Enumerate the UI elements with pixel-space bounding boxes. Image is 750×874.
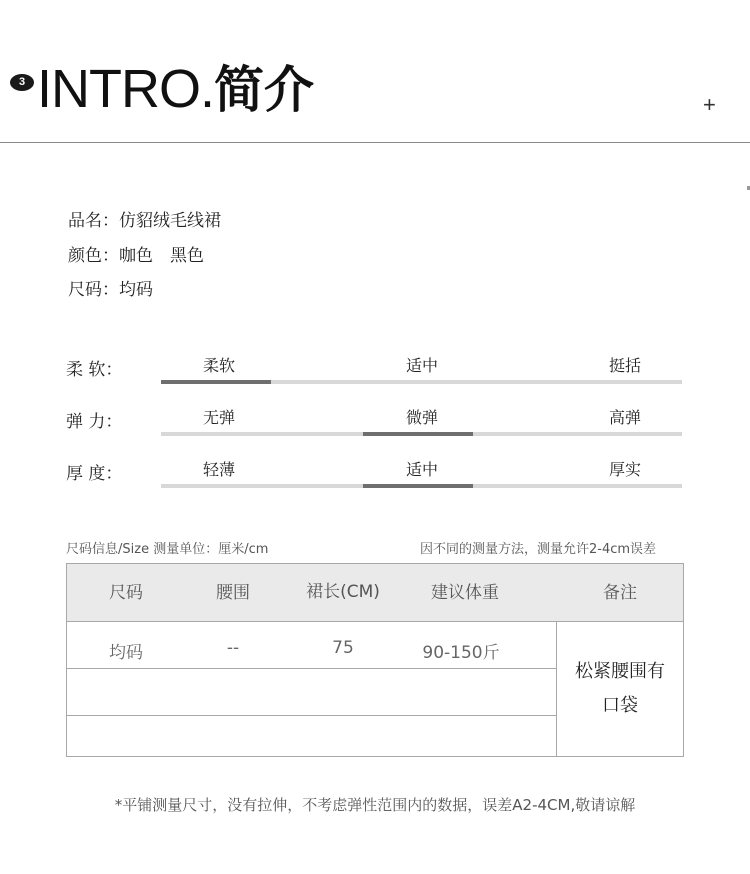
- table-header-cell: 备注: [603, 583, 637, 603]
- table-cell: 均码: [109, 643, 143, 663]
- attribute-option: 高弹: [608, 408, 641, 427]
- title-cn: 简介: [214, 60, 314, 119]
- attribute-option: 厚实: [608, 460, 641, 479]
- size-info-caption: 尺码信息/Size 测量单位：厘米/cm: [66, 542, 269, 557]
- table-header-cell: 建议体重: [431, 583, 499, 603]
- table-row-divider: [67, 715, 556, 716]
- table-cell: --: [226, 638, 240, 658]
- attribute-scale-selected: [161, 380, 271, 384]
- attribute-option: 挺括: [608, 356, 641, 375]
- attribute-option: 柔软: [202, 356, 235, 375]
- product-name: 品名：仿貂绒毛线裙: [68, 211, 221, 231]
- table-row-divider: [67, 668, 556, 669]
- attribute-scale-bar: [161, 380, 682, 384]
- plus-icon: +: [703, 92, 716, 117]
- attribute-scale-selected: [363, 484, 473, 488]
- header-divider: [0, 142, 750, 143]
- section-number-badge: 3: [10, 74, 34, 91]
- attribute-option: 适中: [405, 460, 438, 479]
- table-header-cell: 腰围: [216, 583, 250, 603]
- attribute-option: 微弹: [405, 408, 438, 427]
- table-header-cell: 裙长(CM): [306, 582, 380, 602]
- page-title: [37, 59, 314, 119]
- table-header-cell: 尺码: [109, 583, 143, 603]
- attribute-scale-bar: [161, 432, 682, 436]
- table-note: 松紧腰围有口袋: [575, 661, 665, 716]
- product-size: 尺码：均码: [68, 280, 153, 300]
- attribute-label: 柔 软：: [66, 360, 123, 380]
- attribute-option: 轻薄: [202, 460, 235, 479]
- attribute-label: 厚 度：: [66, 464, 123, 484]
- attribute-scale-selected: [363, 432, 473, 436]
- attribute-option: 无弹: [202, 408, 235, 427]
- table-cell: 90-150斤: [422, 643, 500, 663]
- attribute-label: 弹 力：: [66, 412, 123, 432]
- footnote: *平铺测量尺寸，没有拉伸，不考虑弹性范围内的数据，误差A2-4CM,敬请谅解: [114, 796, 636, 814]
- size-table: [66, 563, 684, 757]
- measurement-tolerance-caption: 因不同的测量方法，测量允许2-4cm误差: [420, 542, 657, 557]
- table-cell: 75: [332, 638, 354, 658]
- table-note-cell: [557, 622, 683, 756]
- table-header: [67, 564, 683, 622]
- title-en: INTRO.: [37, 59, 214, 119]
- attribute-option: 适中: [405, 356, 438, 375]
- attribute-scale-bar: [161, 484, 682, 488]
- product-color: 颜色：咖色 黑色: [68, 246, 204, 266]
